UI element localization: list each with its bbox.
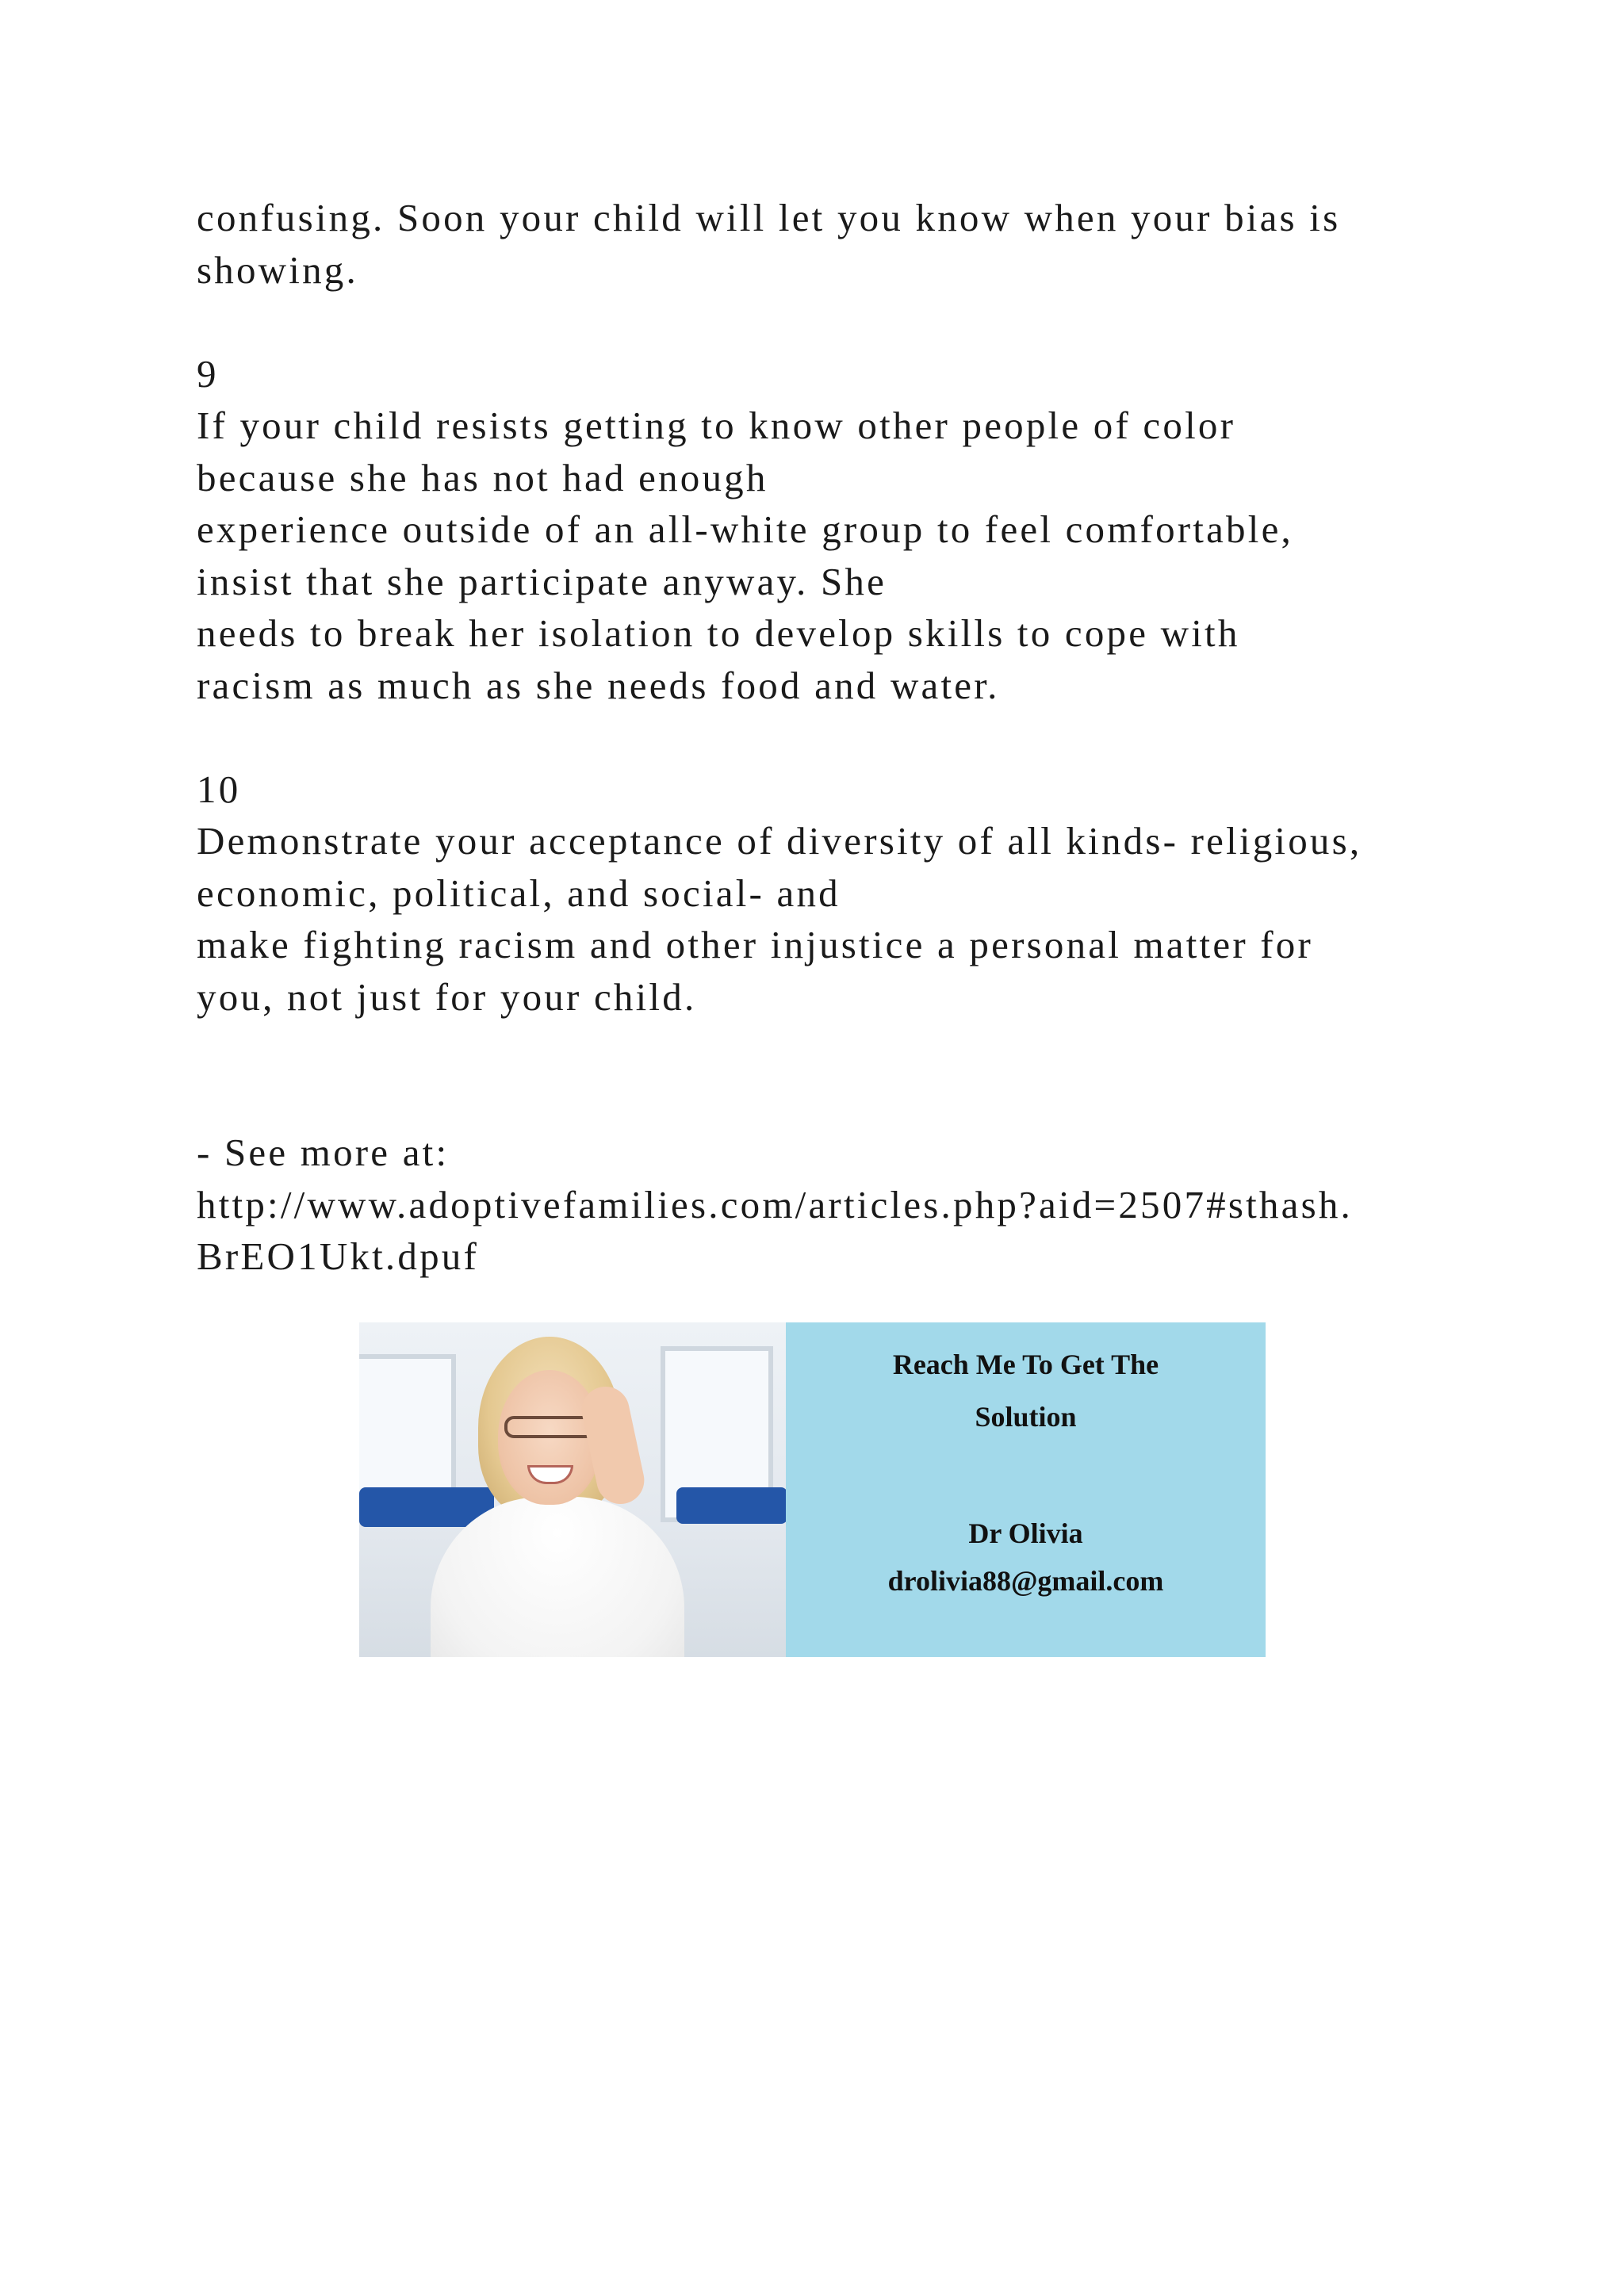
banner-heading-continued: Solution [975, 1401, 1077, 1433]
text-line: confusing. Soon your child will let you know when your bias is [197, 196, 1341, 239]
source-link[interactable]: http://www.adoptivefamilies.com/articles.php?aid=2507#sthash. [197, 1182, 1354, 1226]
banner-heading: Reach Me To Get The [892, 1349, 1159, 1380]
text-line: because she has not had enough [197, 455, 768, 499]
text-line: showing. [197, 247, 358, 292]
glasses-icon [504, 1416, 596, 1438]
woman-photo [359, 1322, 786, 1657]
contact-email[interactable]: drolivia88@gmail.com [887, 1565, 1164, 1597]
item-number: 9 [197, 351, 219, 396]
item-number: 10 [197, 767, 241, 811]
blank-line [197, 1023, 1497, 1127]
banner-contact-panel [786, 1322, 1266, 1657]
text-line: you, not just for your child. [197, 974, 697, 1019]
source-label: - See more at: [197, 1131, 450, 1174]
text-line: economic, political, and social- and [197, 871, 841, 915]
sofa-shape [676, 1487, 786, 1524]
blank-line [197, 296, 1497, 348]
text-line: experience outside of an all-white group to feel comfortable, [197, 507, 1293, 551]
text-line: needs to break her isolation to develop skills to cope with [197, 611, 1240, 655]
text-line: racism as much as she needs food and water. [197, 663, 1000, 707]
text-line: make fighting racism and other injustice a personal matter for [197, 923, 1314, 966]
article-text [197, 192, 1497, 1283]
contact-name: Dr Olivia [968, 1517, 1083, 1549]
text-line: insist that she participate anyway. She [197, 559, 887, 603]
text-line: If your child resists getting to know other people of color [197, 404, 1236, 447]
source-link-continued[interactable]: BrEO1Ukt.dpuf [197, 1234, 479, 1278]
contact-banner[interactable] [359, 1322, 1266, 1657]
text-line: Demonstrate your acceptance of diversity of all kinds- religious, [197, 819, 1362, 863]
blank-line [197, 711, 1497, 763]
